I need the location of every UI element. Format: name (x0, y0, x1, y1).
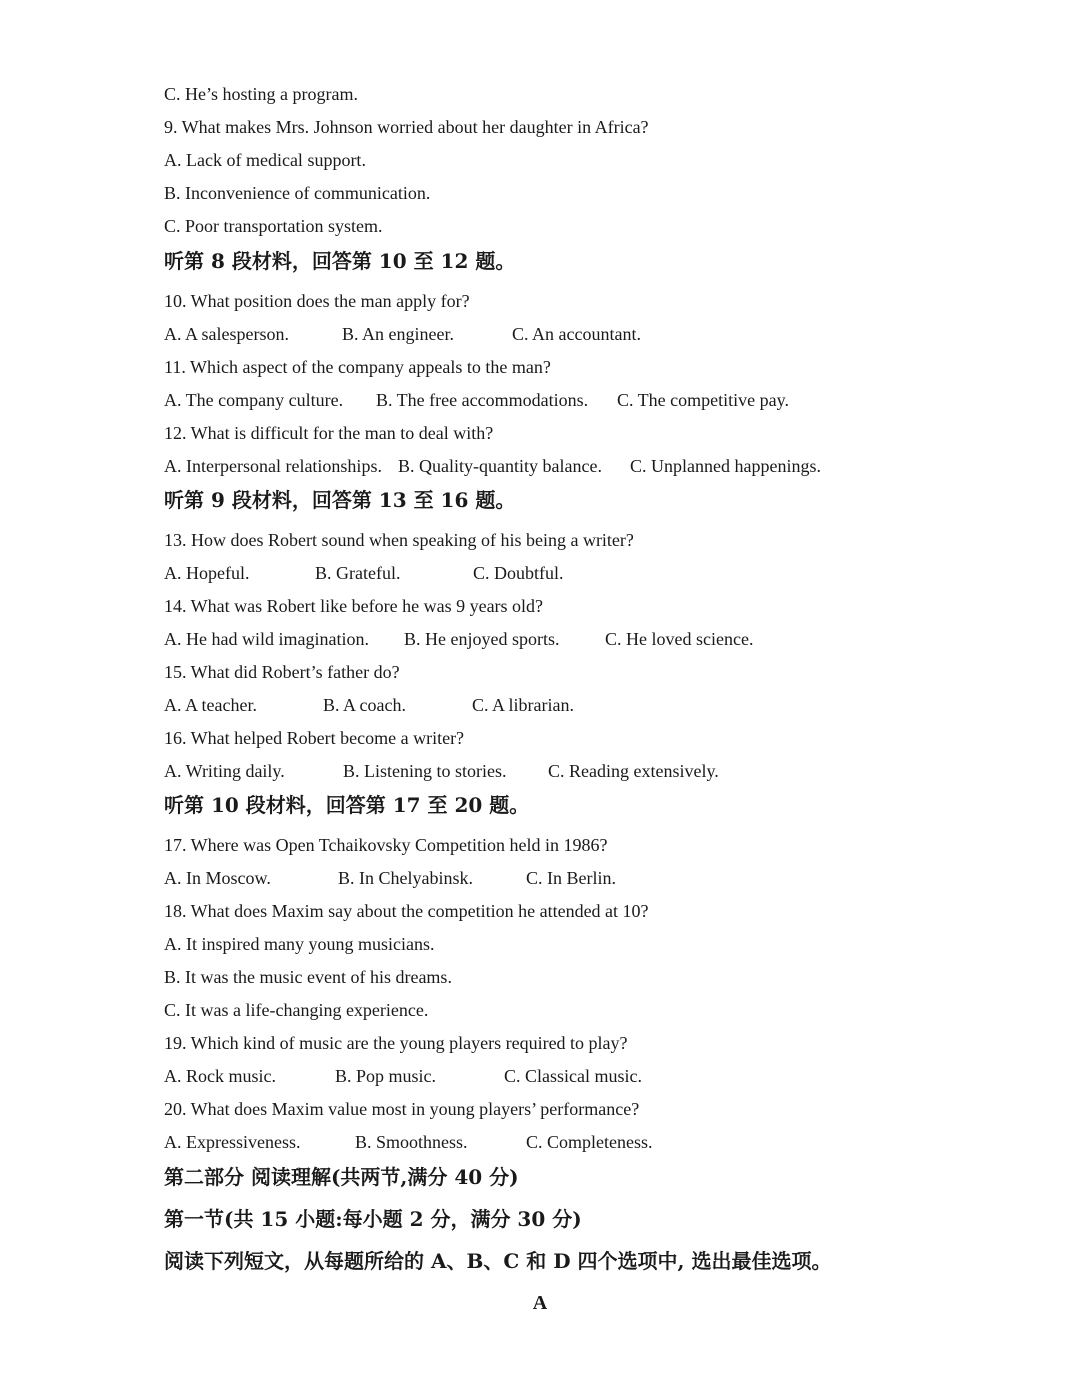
q11-option-c: C. The competitive pay. (617, 390, 789, 410)
q12-question: 12. What is difficult for the man to deal with? (164, 423, 494, 443)
q15-option-a: A. A teacher. (164, 695, 257, 715)
q12-option-a: A. Interpersonal relationships. (164, 456, 382, 476)
part-two-heading: 第二部分 阅读理解(共两节,满分 40 分) (164, 1165, 519, 1189)
q14-question: 14. What was Robert like before he was 9 years old? (164, 596, 544, 616)
q16-option-b: B. Listening to stories. (343, 761, 507, 781)
q14-option-c: C. He loved science. (605, 629, 754, 649)
q10-option-b: B. An engineer. (342, 324, 454, 344)
passage-label: A (532, 1292, 548, 1314)
q9-option-a: A. Lack of medical support. (164, 150, 366, 170)
q16-option-a: A. Writing daily. (164, 761, 285, 781)
q20-option-b: B. Smoothness. (355, 1132, 468, 1152)
q14-option-b: B. He enjoyed sports. (404, 629, 560, 649)
q8-option-c: C. He’s hosting a program. (164, 84, 358, 104)
q20-question: 20. What does Maxim value most in young players’ performance? (164, 1099, 640, 1119)
q13-option-a: A. Hopeful. (164, 563, 250, 583)
q16-question: 16. What helped Robert become a writer? (164, 728, 465, 748)
q13-question: 13. How does Robert sound when speaking of his being a writer? (164, 530, 634, 550)
q11-option-b: B. The free accommodations. (376, 390, 589, 410)
q10-option-c: C. An accountant. (512, 324, 641, 344)
q14-option-a: A. He had wild imagination. (164, 629, 369, 649)
q19-question: 19. Which kind of music are the young players required to play? (164, 1033, 628, 1053)
q19-option-a: A. Rock music. (164, 1066, 276, 1086)
q13-option-b: B. Grateful. (315, 563, 401, 583)
q19-option-b: B. Pop music. (335, 1066, 437, 1086)
q12-options (164, 454, 924, 478)
q15-question: 15. What did Robert’s father do? (164, 662, 400, 682)
q18-option-a: A. It inspired many young musicians. (164, 934, 435, 954)
q10-question: 10. What position does the man apply for? (164, 291, 470, 311)
q18-option-b: B. It was the music event of his dreams. (164, 967, 452, 987)
q15-option-b: B. A coach. (323, 695, 406, 715)
q18-option-c: C. It was a life-changing experience. (164, 1000, 429, 1020)
q16-option-c: C. Reading extensively. (548, 761, 719, 781)
q9-question: 9. What makes Mrs. Johnson worried about her daughter in Africa? (164, 117, 649, 137)
q15-options (164, 693, 924, 717)
q12-option-c: C. Unplanned happenings. (630, 456, 821, 476)
q14-options (164, 627, 924, 651)
reading-instruction: 阅读下列短文，从每题所给的 A、B、C 和 D 四个选项中, 选出最佳选项。 (164, 1249, 832, 1273)
q12-option-b: B. Quality-quantity balance. (398, 456, 602, 476)
q17-option-c: C. In Berlin. (526, 868, 616, 888)
q17-question: 17. Where was Open Tchaikovsky Competition held in 1986? (164, 835, 608, 855)
q15-option-c: C. A librarian. (472, 695, 574, 715)
q9-option-b: B. Inconvenience of communication. (164, 183, 431, 203)
q20-option-a: A. Expressiveness. (164, 1132, 301, 1152)
q11-question: 11. Which aspect of the company appeals to the man? (164, 357, 551, 377)
section-one-heading: 第一节(共 15 小题:每小题 2 分，满分 30 分) (164, 1207, 582, 1231)
q17-options (164, 866, 924, 890)
q11-options (164, 388, 924, 412)
q13-options (164, 561, 924, 585)
q13-option-c: C. Doubtful. (473, 563, 564, 583)
q10-option-a: A. A salesperson. (164, 324, 289, 344)
section-heading-9: 听第 9 段材料，回答第 13 至 16 题。 (164, 488, 516, 512)
q19-options (164, 1064, 924, 1088)
q10-options (164, 322, 924, 346)
q18-question: 18. What does Maxim say about the competition he attended at 10? (164, 901, 649, 921)
q20-option-c: C. Completeness. (526, 1132, 653, 1152)
q17-option-b: B. In Chelyabinsk. (338, 868, 473, 888)
q16-options (164, 759, 924, 783)
q20-options (164, 1130, 924, 1154)
q19-option-c: C. Classical music. (504, 1066, 642, 1086)
q11-option-a: A. The company culture. (164, 390, 344, 410)
q9-option-c: C. Poor transportation system. (164, 216, 383, 236)
section-heading-10: 听第 10 段材料，回答第 17 至 20 题。 (164, 793, 530, 817)
section-heading-8: 听第 8 段材料，回答第 10 至 12 题。 (164, 249, 516, 273)
q17-option-a: A. In Moscow. (164, 868, 271, 888)
